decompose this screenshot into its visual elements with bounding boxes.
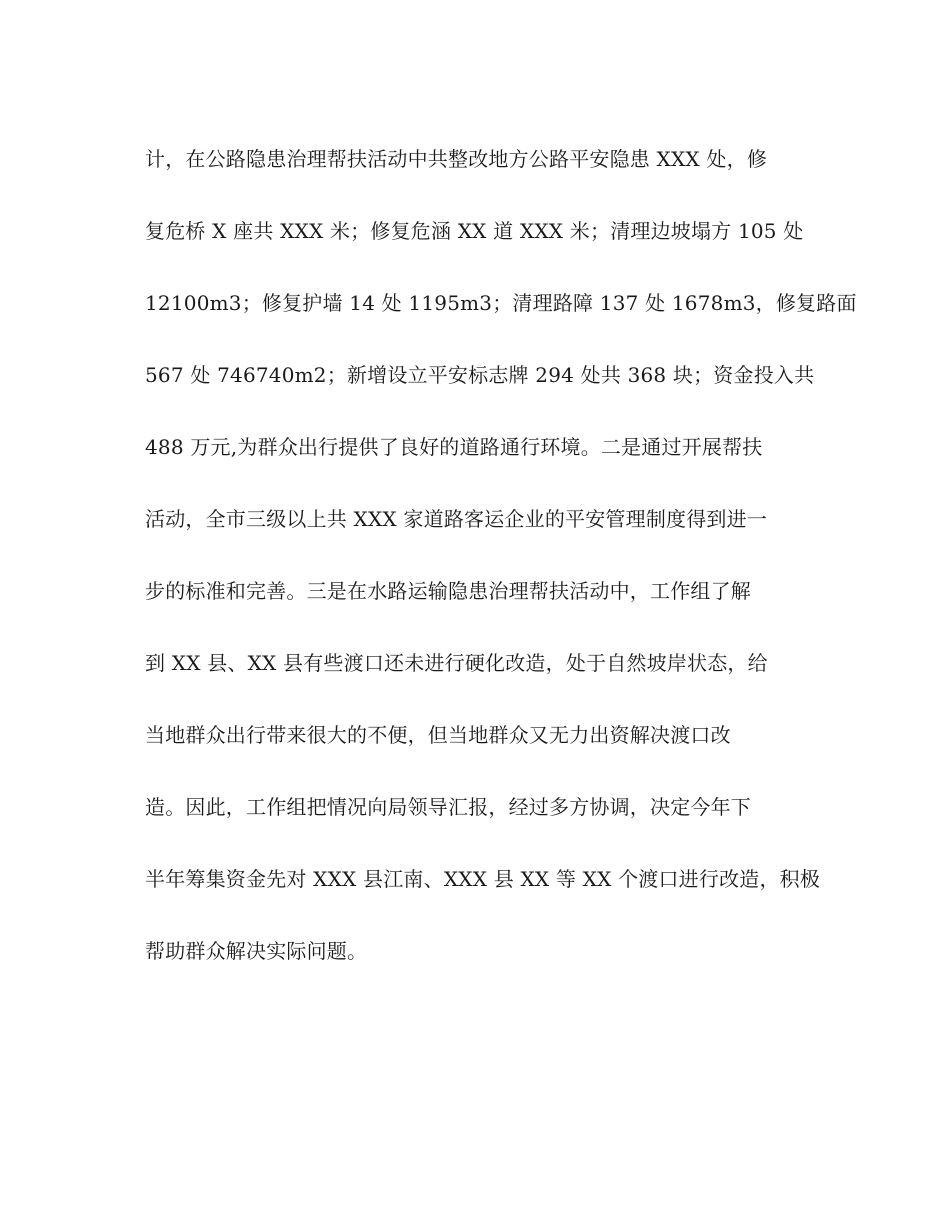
- text-line: 当地群众出行带来很大的不便，但当地群众又无力出资解决渡口改: [145, 723, 731, 747]
- text-line: 帮助群众解决实际问题。: [145, 939, 368, 963]
- text-line: 步的标准和完善。三是在水路运输隐患治理帮扶活动中，工作组了解: [145, 579, 751, 603]
- text-line: 到 XX 县、XX 县有些渡口还未进行硬化改造，处于自然坡岸状态，给: [145, 651, 768, 675]
- body-paragraph: [145, 140, 857, 1004]
- text-line: 计，在公路隐患治理帮扶活动中共整改地方公路平安隐患 XXX 处，修: [145, 147, 768, 171]
- text-line: 复危桥 X 座共 XXX 米；修复危涵 XX 道 XXX 米；清理边坡塌方 105 处: [145, 219, 804, 243]
- text-line: 567 处 746740m2；新增设立平安标志牌 294 处共 368 块；资金投入共: [145, 363, 815, 387]
- text-line: 488 万元,为群众出行提供了良好的道路通行环境。二是通过开展帮扶: [145, 435, 763, 459]
- text-line: 活动，全市三级以上共 XXX 家道路客运企业的平安管理制度得到进一: [145, 507, 768, 531]
- text-line: 12100m3；修复护墙 14 处 1195m3；清理路障 137 处 1678m3，修复路面: [145, 291, 857, 315]
- text-line: 造。因此，工作组把情况向局领导汇报，经过多方协调，决定今年下: [145, 795, 751, 819]
- text-line: 半年筹集资金先对 XXX 县江南、XXX 县 XX 等 XX 个渡口进行改造，积极: [145, 867, 821, 891]
